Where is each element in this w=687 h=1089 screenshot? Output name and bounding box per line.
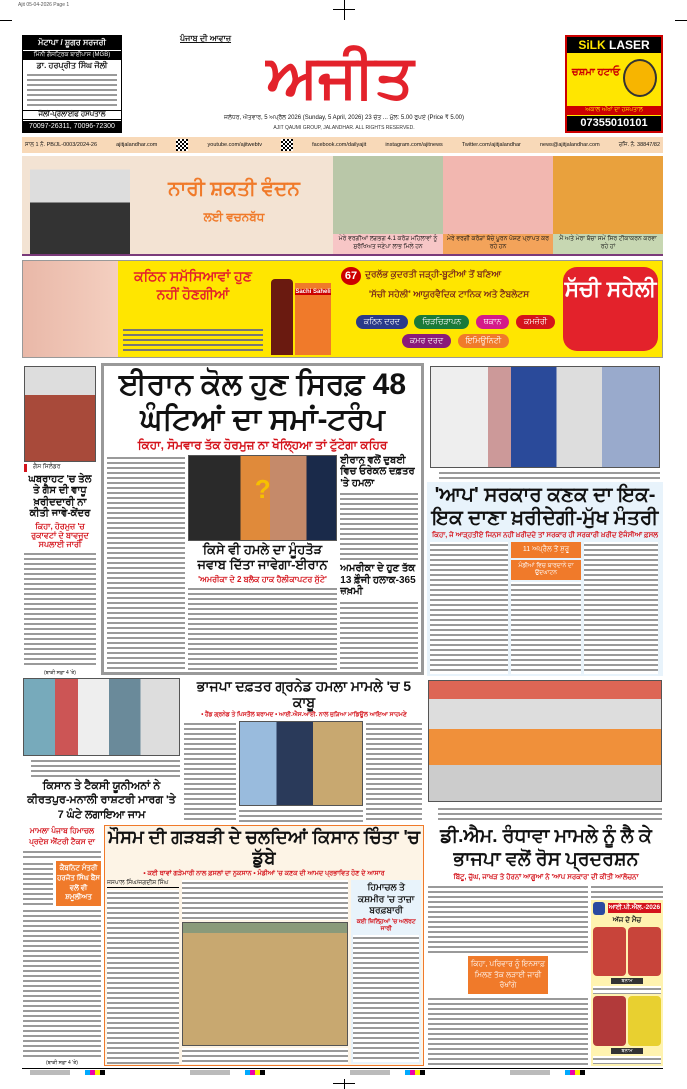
photo-police-press — [239, 721, 363, 806]
qr-code-icon — [176, 139, 188, 151]
story-farmers-jam-kicker: ਮਾਮਲਾ ਪੰਜਾਬ ਹਿਮਾਚਲ ਪ੍ਰਦੇਸ਼ ਐਂਟਰੀ ਟੈਕਸ ਦਾ — [29, 826, 95, 846]
story-randhawa-sub: ਬਿੱਟੂ, ਚੁੱਘ, ਜਾਖੜ ਤੇ ਹੋਰਨਾਂ ਆਗੂਆਂ ਨੇ 'ਆਪ ਸਰਕਾਰ' ਦੀ ਕੀਤੀ ਆਲੋਚਨਾ — [453, 873, 639, 881]
story-farmers-jam-headline: ਕਿਸਾਨ ਤੇ ਟੈਕਸੀ ਯੂਨੀਅਨਾਂ ਨੇ ਕੀਰਤਪੁਰ-ਮਨਾਲੀ ਰਾਸ਼ਟਰੀ ਮਾਰਗ 'ਤੇ 7 ਘੰਟੇ ਲਗਾਇਆ ਜਾਮ — [27, 780, 176, 821]
player-photo — [628, 927, 661, 977]
ad-obesity-surgery[interactable] — [22, 35, 122, 133]
ad-hospital: ਜੌਲੀ-ਪ੍ਰੋਲਾਈਫ ਹਸਪਤਾਲ — [23, 110, 121, 120]
ipl-box — [591, 900, 663, 1066]
ad-smile-logo-icon — [623, 59, 657, 97]
farmers-jam-column — [23, 678, 180, 822]
masthead-tagline: ਪੰਜਾਬ ਦੀ ਆਵਾਜ਼ — [180, 34, 232, 43]
crop-mark — [333, 9, 355, 10]
story-farmers-jam-body — [23, 908, 101, 1058]
bjp-story — [184, 678, 424, 822]
info-youtube[interactable]: youtube.com/ajitwebtv — [207, 142, 262, 148]
story-weather-body2 — [182, 880, 349, 920]
story-snow-body — [353, 935, 419, 1062]
weather-story-box — [104, 825, 424, 1066]
ad-phone: 07355010101 — [567, 116, 661, 131]
ad-product-bottle — [271, 279, 293, 355]
pill: ਕਮਜ਼ੋਰੀ — [516, 315, 555, 329]
story-bjp-headline: ਭਾਜਪਾ ਦਫ਼ਤਰ ਗ੍ਰਨੇਡ ਹਮਲਾ ਮਾਮਲੇ 'ਚ 5 ਕਾਬੂ — [196, 678, 412, 711]
ad-subtitle: ਮਿੰਨੀ ਗੈਸਟ੍ਰਿਕ ਬਾਈਪਾਸ (MGB) — [23, 51, 121, 60]
ad-body — [123, 327, 263, 353]
ad-sachi-saheli[interactable] — [22, 260, 663, 358]
ad-line1: ਦੁਰਲੱਭ ਕੁਦਰਤੀ ਜੜ੍ਹੀ-ਬੂਟੀਆਂ ਤੋਂ ਬਣਿਆ — [365, 269, 502, 279]
pm-photo — [30, 160, 130, 254]
randhawa-story — [428, 826, 664, 1066]
ipl-title: ਆਈ.ਪੀ.ਐਲ.-2026 — [608, 904, 661, 912]
photo-caption — [182, 1048, 349, 1064]
pill: ਥਕਾਨ — [476, 315, 510, 329]
story-wheat-headline: 'ਆਪ' ਸਰਕਾਰ ਕਣਕ ਦਾ ਇਕ-ਇਕ ਦਾਣਾ ਖ਼ਰੀਦੇਗੀ-ਮੁੱਖ ਮੰਤਰੀ — [431, 484, 659, 529]
left-column — [24, 366, 96, 676]
photo-caption — [239, 808, 363, 822]
photo-caption — [438, 806, 662, 820]
ad-caption: ਮੈਂ ਅਤੇ ਮੇਰਾ ਬੱਚਾ ਸਮੇਂ ਸਿਰ ਟੀਕਾਕਰਨ ਕਰਵਾ ਰਹੇ ਹਾਂ — [553, 234, 663, 254]
ad-title: ਮੋਟਾਪਾ / ਸ਼ੂਗਰ ਸਰਜਰੀ — [23, 36, 121, 50]
ad-brand-laser: LASER — [609, 38, 650, 52]
lead-headline: ਈਰਾਨ ਕੋਲ ਹੁਣ ਸਿਰਫ਼ 48 ਘੰਟਿਆਂ ਦਾ ਸਮਾਂ-ਟਰੰਪ — [118, 368, 407, 436]
story-fuel-headline: ਘਬਰਾਹਟ 'ਚ ਤੇਲ ਤੇ ਗੈਸ ਦੀ ਵਾਧੂ ਖ਼ਰੀਦਦਾਰੀ ਨਾ ਕੀਤੀ ਜਾਵੇ-ਕੇਂਦਰ — [28, 473, 92, 520]
ad-models-photo — [23, 261, 118, 357]
story-snow-headline: ਹਿਮਾਚਲ ਤੇ ਕਸ਼ਮੀਰ 'ਚ ਤਾਜ਼ਾ ਬਰਫ਼ਬਾਰੀ — [358, 881, 415, 916]
story-iran-sub: 'ਅਮਰੀਕਾ ਦੇ 2 ਬਲੈਕ ਹਾਕ ਹੈਲੀਕਾਪਟਰ ਸੁੱਟੇ' — [198, 574, 327, 584]
lead-sub: ਕਿਹਾ, ਸੋਮਵਾਰ ਤੱਕ ਹੋਰਮੁਜ਼ ਨਾ ਖੋਲ੍ਹਿਆ ਤਾਂ ਟੁੱਟੇਗਾ ਕਹਿਰ — [137, 438, 388, 452]
story-wheat-sub: ਕਿਹਾ, ਜੇ ਆੜ੍ਹਤੀਏ ਜਿਨਸ ਨਹੀਂ ਖ਼ਰੀਦਦੇ ਤਾਂ ਸਰਕਾਰ ਹੀ ਸਰਕਾਰੀ ਖ਼ਰੀਦ ਏਜੰਸੀਆਂ ਫ਼ਸਲ — [431, 532, 659, 539]
continued-note: (ਬਾਕੀ ਸਫ਼ਾ 4 'ਤੇ) — [44, 670, 76, 676]
ipl-subtitle: ਅੱਜ ਦੇ ਮੈਚ — [612, 916, 642, 924]
ad-phone: 70097-26311, 70096-72300 — [23, 121, 121, 132]
ad-logo: ਸੱਚੀ ਸਹੇਲੀ — [563, 267, 658, 351]
pill: ਕਮਰ ਦਰਦ — [402, 334, 451, 348]
story-weather-headline: ਮੌਸਮ ਦੀ ਗੜਬੜੀ ਦੇ ਚਲਦਿਆਂ ਕਿਸਾਨ ਚਿੰਤਾ 'ਚ ਡੁੱਬੇ — [108, 827, 420, 868]
story-iran-headline: ਕਿਸੇ ਵੀ ਹਮਲੇ ਦਾ ਮੂੰਹਤੋੜ ਜਵਾਬ ਦਿੱਤਾ ਜਾਵੇਗਾ-ਈਰਾਨ — [197, 541, 328, 572]
pill: ਕਠਿਨ ਦਰਦ — [356, 315, 408, 329]
ad-pills — [353, 311, 558, 349]
story-wheat-body3 — [584, 542, 658, 674]
ad-subtitle: ਲਈ ਵਚਨਬੱਧ — [203, 210, 265, 224]
masthead-dateline: ਜਲੰਧਰ, ਐਤਵਾਰ, 5 ਅਪ੍ਰੈਲ 2026 (Sunday, 5 April, 2026) 23 ਚੇਤ ... ਮੁੱਲ: 5.00 ਰੁਪਏ (Price ₹ 5.00) — [223, 115, 465, 121]
photo-gas-cylinders — [24, 366, 96, 462]
ad-credentials — [27, 72, 117, 109]
ad-brand-silk: SiLK — [578, 38, 606, 52]
story-farmers-jam-body-side — [23, 861, 53, 906]
player-photo — [593, 927, 626, 977]
info-email[interactable]: news@ajitjalandhar.com — [539, 142, 600, 148]
color-registration-bar — [30, 1070, 660, 1075]
story-oracle-body — [340, 491, 418, 561]
photo-bjp-protest — [428, 680, 662, 802]
right-column — [427, 366, 663, 676]
ad-caption: ਮੇਰੇ ਵਰਗੀ ਕਰੋੜਾਂ ਬੱਚੇ ਪੂਰਨ ਪੋਸ਼ਣ ਪ੍ਰਾਪਤ ਕਰ ਰਹੇ ਹਨ — [443, 234, 553, 254]
story-oracle-headline: ਈਰਾਨ ਵਲੋਂ ਦੁਬਈ ਵਿਚ ਓਰੇਕਲ ਦਫ਼ਤਰ 'ਤੇ ਹਮਲਾ — [340, 454, 415, 489]
story-randhawa-body2 — [591, 884, 663, 898]
ad-panel — [553, 156, 663, 254]
story-us-toll-headline: ਅਮਰੀਕਾ ਦੇ ਹੁਣ ਤੱਕ 13 ਫ਼ੌਜੀ ਹਲਾਕ-365 ਜ਼ਖ਼ਮੀ — [340, 563, 416, 598]
ad-silk-laser[interactable] — [565, 35, 663, 133]
crop-mark — [0, 20, 12, 21]
story-bjp-body2 — [366, 721, 422, 822]
story-farmers-jam-body-top — [23, 849, 101, 859]
story-weather-byline: ਜਸਪਾਲ ਸਿੰਘ/ਜਗਦੀਸ਼ ਸਿੰਘ — [107, 880, 179, 888]
ad-nari-shakti[interactable] — [22, 156, 663, 256]
player-photo — [628, 996, 661, 1046]
masthead-copyright: AJIT QAUMI GROUP, JALANDHAR. ALL RIGHTS RESERVED. — [273, 125, 415, 131]
story-snow-sub: ਕਈ ਜ਼ਿਲ੍ਹਿਆਂ 'ਚ ਅਲਰਟ ਜਾਰੀ — [356, 918, 416, 932]
product-name: Sachi Saheli — [295, 289, 331, 295]
ad-hospital: ਅਕਾਲ ਅੱਖਾਂ ਦਾ ਹਸਪਤਾਲ — [567, 106, 661, 115]
ad-panel — [443, 156, 553, 254]
story-farmers-jam-box: ਕੈਬਨਿਟ ਮੰਤਰੀ ਹਰਜੋਤ ਸਿੰਘ ਬੈਂਸ ਵਲੋਂ ਵੀ ਸ਼ਮੂਲੀਅਤ — [56, 861, 101, 906]
story-fuel-sub: ਕਿਹਾ, ਹੋਰਮੁਜ਼ 'ਚ ਰੁਕਾਵਟਾਂ ਦੇ ਬਾਵਜੂਦ ਸਪਲਾਈ ਜਾਰੀ — [31, 521, 89, 550]
ipl-vs: ਬਨਾਮ — [611, 978, 643, 984]
story-bjp-body — [184, 721, 236, 822]
story-weather-body — [107, 890, 179, 1064]
continued-note: (ਬਾਕੀ ਸਫ਼ਾ 4 'ਤੇ) — [46, 1060, 78, 1066]
info-website[interactable]: ajitjalandhar.com — [116, 142, 158, 148]
lead-body — [107, 455, 185, 670]
story-wheat-body2 — [511, 582, 581, 674]
ad-title: ਨਾਰੀ ਸ਼ਕਤੀ ਵੰਦਨ — [168, 178, 300, 200]
masthead-logo: ਅਜੀਤ — [266, 43, 414, 110]
photo-khamenei-trump — [188, 455, 338, 541]
info-reg: ਸਾਲ 1 ਨੰ. PB/JL-0003/2024-26 — [25, 141, 98, 148]
match-info — [593, 1056, 661, 1064]
info-strip — [22, 137, 663, 153]
crop-mark — [344, 0, 345, 20]
crop-mark — [675, 20, 687, 21]
question-mark-icon: ? — [254, 473, 271, 504]
pill: ਇਮਿਊਨਿਟੀ — [458, 334, 510, 348]
ipl-logo-icon — [593, 902, 605, 915]
match-info — [593, 986, 661, 994]
ipl-vs: ਬਨਾਮ — [611, 1048, 643, 1054]
story-randhawa-body — [428, 884, 588, 954]
ad-line2: 'ਸੱਚੀ ਸਹੇਲੀ' ਆਯੁਰਵੈਦਿਕ ਟਾਨਿਕ ਅਤੇ ਟੈਬਲੇਟਸ — [368, 289, 530, 299]
photo-caption — [439, 470, 660, 480]
qr-code-icon — [281, 139, 293, 151]
story-bjp-sub: • ਹੈਂਡ ਗ੍ਰਨੇਡ ਤੇ ਪਿਸਤੌਲ ਬਰਾਮਦ • ਆਈ.ਐਸ.ਆਈ. ਨਾਲ ਜੁੜਿਆ ਮਾਡਿਊਲ ਆਇਆ ਸਾਹਮਣੇ — [201, 712, 407, 719]
footer-rule — [22, 1068, 663, 1069]
info-rni: ਰਜਿ. ਨੰ. 38847/82 — [618, 141, 660, 148]
story-fuel-body — [24, 551, 96, 668]
player-photo — [593, 996, 626, 1046]
story-wheat-box — [427, 482, 663, 676]
story-us-toll-body — [340, 600, 418, 670]
story-weather-sub: • ਕਈ ਥਾਵਾਂ ਗੜੇਮਾਰੀ ਨਾਲ ਫ਼ਸਲਾਂ ਦਾ ਨੁਕਸਾਨ • ਮੰਡੀਆਂ 'ਚ ਕਣਕ ਦੀ ਆਮਦ ਪ੍ਰਭਾਵਿਤ ਹੋਣ ਦੇ ਆਸਾਰ — [143, 870, 385, 878]
ad-product-box — [295, 283, 331, 355]
story-wheat-body — [430, 542, 508, 674]
story-randhawa-box: ਕਿਹਾ, ਪਰਿਵਾਰ ਨੂੰ ਇਨਸਾਫ਼ ਮਿਲਣ ਤੱਕ ਲੜਾਈ ਜਾਰੀ ਰੱਖਾਂਗੇ — [468, 956, 548, 994]
ad-slogan: ਚਸ਼ਮਾ ਹਟਾਓ — [571, 67, 621, 78]
story-wheat-box1: 11 ਅਪ੍ਰੈਲ ਤੋਂ ਸ਼ੁਰੂ — [511, 542, 581, 558]
info-instagram[interactable]: instagram.com/ajitnews — [385, 142, 443, 148]
photo-caption — [31, 758, 180, 777]
ad-headline: ਕਠਿਨ ਸਮੱਸਿਆਵਾਂ ਹੁਣ ਨਹੀਂ ਹੋਣਗੀਆਂ — [134, 268, 252, 303]
snow-story-box — [351, 880, 421, 1064]
story-randhawa-headline: ਡੀ.ਐਮ. ਰੰਧਾਵਾ ਮਾਮਲੇ ਨੂੰ ਲੈ ਕੇ ਭਾਜਪਾ ਵਲੋਂ ਰੋਸ ਪ੍ਰਦਰਸ਼ਨ — [440, 826, 652, 870]
pill: ਚਿੜਚਿੜਾਪਨ — [414, 315, 469, 329]
print-header: Ajit 05-04-2026 Page 1 — [18, 2, 70, 8]
ad-panel — [333, 156, 443, 254]
story-randhawa-body-lower — [428, 996, 588, 1066]
ad-doctor: ਡਾ. ਹਰਪ੍ਰੀਤ ਸਿੰਘ ਜੌਲੀ — [36, 61, 108, 70]
story-wheat-box2: ਮੰਡੀਆਂ ਵਿਚ ਬਾਰਦਾਨੇ ਦਾ ਉਦਘਾਟਨ — [511, 560, 581, 580]
photo-caption: ਗੈਸ ਸਿਲੰਡਰ — [24, 464, 96, 472]
entry-tax-column — [23, 826, 101, 1066]
crop-mark — [333, 1083, 355, 1084]
ad-caption: ਮੇਰੇ ਵਰਗੀਆਂ ਲਗਭਗ 4.1 ਕਰੋੜ ਮਹਿਲਾਵਾਂ ਨੂੰ ਸੁਰੱਖਿਅਤ ਜਣੇਪਾ ਲਾਭ ਮਿਲੇ ਹਨ — [333, 234, 443, 254]
crop-mark — [344, 1079, 345, 1089]
photo-cm-event — [430, 366, 660, 468]
ad-number-badge: 67 — [341, 267, 361, 285]
photo-farmers-meeting — [23, 678, 180, 756]
lead-story-box — [101, 363, 424, 675]
info-twitter[interactable]: Twitter.com/ajitjalandhar — [461, 142, 521, 148]
info-facebook[interactable]: facebook.com/dailyajit — [312, 142, 367, 148]
photo-damaged-crop — [182, 922, 349, 1046]
story-iran-body — [188, 586, 338, 670]
